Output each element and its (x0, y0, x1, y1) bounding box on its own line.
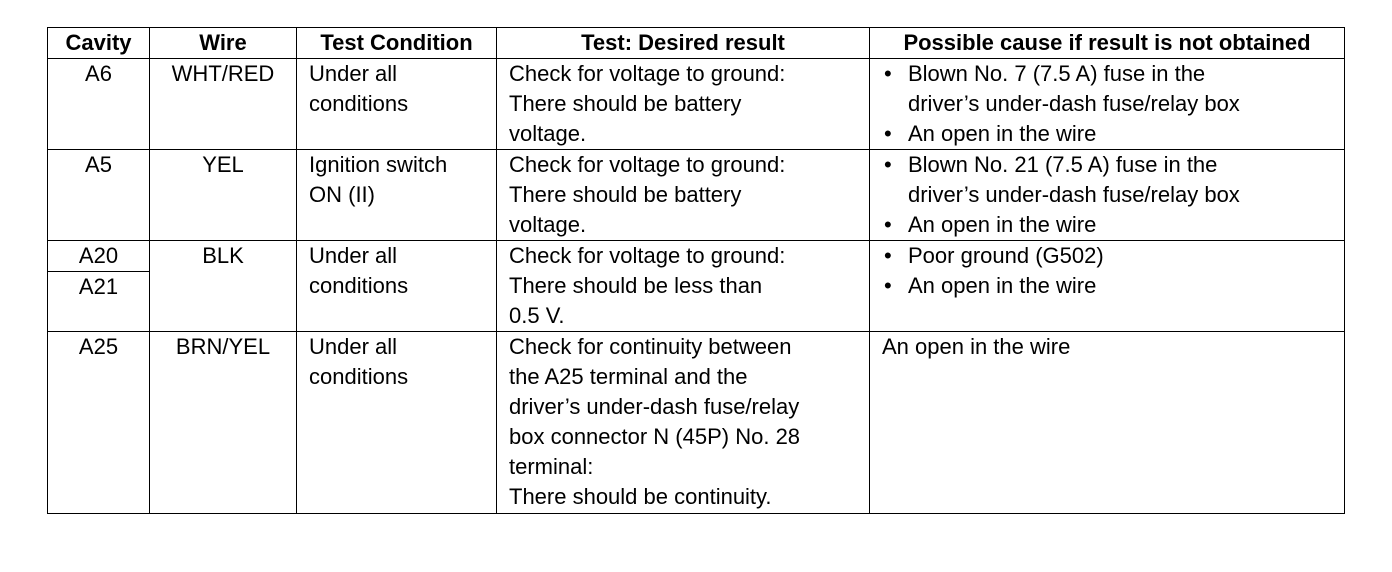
result-line: 0.5 V. (509, 303, 565, 328)
result-line: voltage. (509, 121, 587, 146)
header-wire: Wire (150, 28, 297, 59)
diagnostic-table (47, 27, 1345, 514)
result-line: the A25 terminal and the (509, 364, 748, 389)
cavity-cell: A25 (48, 332, 150, 514)
cause-bullet-item (884, 119, 1338, 149)
header-cavity: Cavity (48, 28, 150, 59)
cavity-cell: A5 (48, 150, 150, 241)
bullet-icon: • (884, 152, 892, 177)
cause-bullet-item (884, 241, 1338, 271)
bullet-icon: • (884, 121, 892, 146)
cause-bullet-item (884, 150, 1338, 210)
condition-cell (297, 332, 497, 514)
condition-cell (297, 59, 497, 150)
condition-cell (297, 241, 497, 332)
result-cell (497, 332, 870, 514)
header-test-condition: Test Condition (297, 28, 497, 59)
cause-text: Blown No. 21 (7.5 A) fuse in the (908, 152, 1218, 177)
result-line: Check for voltage to ground: (509, 61, 786, 86)
condition-line: Ignition switch (309, 152, 448, 177)
table-row (48, 59, 1345, 150)
cause-text: An open in the wire (908, 212, 1097, 237)
cavity-top: A20 (48, 241, 149, 272)
cause-text: An open in the wire (908, 121, 1097, 146)
bullet-icon: • (884, 243, 892, 268)
table-row (48, 150, 1345, 241)
cause-cell: An open in the wire (870, 332, 1345, 514)
cause-text: Blown No. 7 (7.5 A) fuse in the (908, 61, 1206, 86)
cause-text: Poor ground (G502) (908, 243, 1104, 268)
cause-bullet-item (884, 59, 1338, 119)
result-line: Check for voltage to ground: (509, 243, 786, 268)
wire-cell: BRN/YEL (150, 332, 297, 514)
result-line: terminal: (509, 454, 594, 479)
bullet-icon: • (884, 212, 892, 237)
result-line: There should be battery (509, 91, 742, 116)
wire-cell: WHT/RED (150, 59, 297, 150)
result-cell (497, 150, 870, 241)
cause-cell (870, 59, 1345, 150)
result-line: There should be continuity. (509, 484, 772, 509)
cause-bullet-item (884, 210, 1338, 240)
header-desired-result: Test: Desired result (497, 28, 870, 59)
condition-cell (297, 150, 497, 241)
result-line: voltage. (509, 212, 587, 237)
condition-line: conditions (309, 364, 409, 389)
condition-line: ON (II) (309, 182, 375, 207)
cause-text: An open in the wire (908, 273, 1097, 298)
bullet-icon: • (884, 273, 892, 298)
result-line: There should be battery (509, 182, 742, 207)
cavity-cell (48, 241, 150, 332)
cause-bullet-item (884, 271, 1338, 301)
header-row (48, 28, 1345, 59)
cause-cell (870, 241, 1345, 332)
cavity-bottom: A21 (78, 274, 119, 299)
condition-line: conditions (309, 273, 409, 298)
cause-text: driver’s under-dash fuse/relay box (908, 91, 1240, 116)
result-line: box connector N (45P) No. 28 (509, 424, 801, 449)
wire-cell: BLK (150, 241, 297, 332)
condition-line: Under all (309, 334, 398, 359)
table-row (48, 332, 1345, 514)
condition-line: conditions (309, 91, 409, 116)
bullet-icon: • (884, 61, 892, 86)
result-line: There should be less than (509, 273, 763, 298)
cause-text: driver’s under-dash fuse/relay box (908, 182, 1240, 207)
cause-cell (870, 150, 1345, 241)
table-row (48, 241, 1345, 332)
condition-line: Under all (309, 243, 398, 268)
cavity-cell: A6 (48, 59, 150, 150)
result-cell (497, 241, 870, 332)
result-cell (497, 59, 870, 150)
result-line: Check for voltage to ground: (509, 152, 786, 177)
result-line: Check for continuity between (509, 334, 792, 359)
result-line: driver’s under-dash fuse/relay (509, 394, 800, 419)
condition-line: Under all (309, 61, 398, 86)
header-possible-cause: Possible cause if result is not obtained (870, 28, 1345, 59)
wire-cell: YEL (150, 150, 297, 241)
